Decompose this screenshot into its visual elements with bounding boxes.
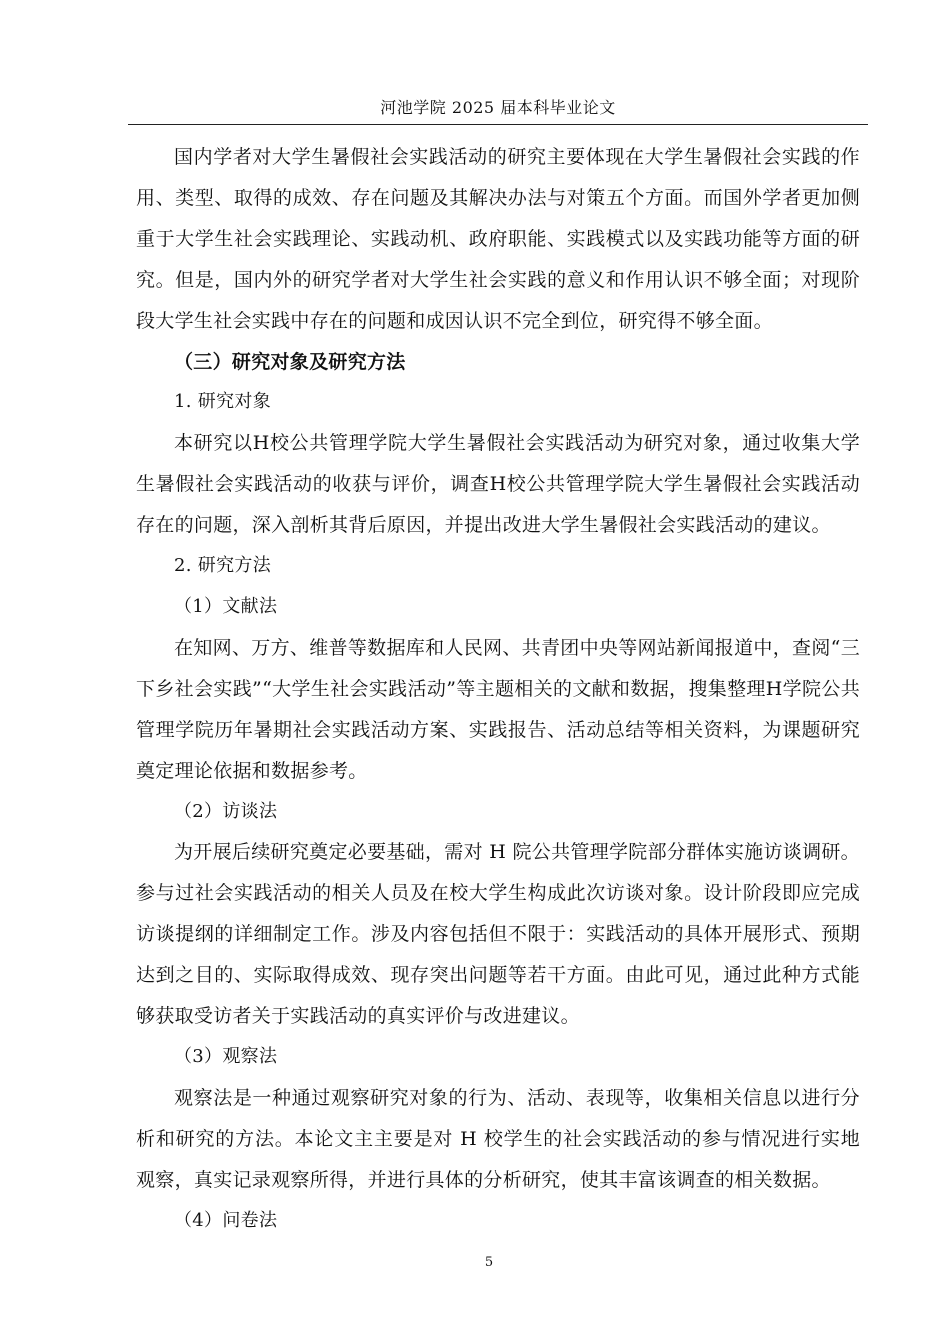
paragraph-literature-summary: 国内学者对大学生暑假社会实践活动的研究主要体现在大学生暑假社会实践的作用、类型、取得的成效、存在问题及其解决办法与对策五个方面。而国外学者更加侧重于大学生社会实践理论、实践动机、政府职能、实践模式以及实践功能等方面的研究。但是，国内外的研究学者对大学生社会实践的意义和作用认识不够全面；对现阶段大学生社会实践中存在的问题和成因认识不完全到位，研究得不够全面。: [136, 146, 860, 332]
page-header-title: 河池学院 2025 届本科毕业论文: [380, 98, 616, 117]
section-heading-research-object-method: （三）研究对象及研究方法: [174, 350, 406, 373]
subheading-research-object: 1. 研究对象: [174, 391, 271, 413]
header-divider: [128, 124, 868, 125]
subheading-observation-method: （3）观察法: [174, 1045, 278, 1067]
subheading-research-method: 2. 研究方法: [174, 555, 271, 577]
paragraph-research-object: 本研究以H校公共管理学院大学生暑假社会实践活动为研究对象，通过收集大学生暑假社会实践活动的收获与评价，调查H校公共管理学院大学生暑假社会实践活动存在的问题，深入剖析其背后原因，并提出改进大学生暑假社会实践活动的建议。: [136, 432, 860, 537]
subheading-interview-method: （2）访谈法: [174, 800, 278, 822]
page-number: 5: [484, 1255, 494, 1270]
paragraph-observation-method: 观察法是一种通过观察研究对象的行为、活动、表现等，收集相关信息以进行分析和研究的方法。本论文主主要是对 H 校学生的社会实践活动的参与情况进行实地观察，真实记录观察所得，并进行具体的分析研究，使其丰富该调查的相关数据。: [136, 1086, 860, 1191]
subheading-literature-method: （1）文献法: [174, 595, 278, 617]
document-body: [136, 137, 860, 1241]
subheading-questionnaire-method: （4）问卷法: [174, 1209, 278, 1231]
paragraph-literature-method: 在知网、万方、维普等数据库和人民网、共青团中央等网站新闻报道中，查阅“三下乡社会实践”“大学生社会实践活动”等主题相关的文献和数据，搜集整理H学院公共管理学院历年暑期社会实践活动方案、实践报告、活动总结等相关资料，为课题研究奠定理论依据和数据参考。: [136, 636, 860, 782]
paragraph-interview-method: 为开展后续研究奠定必要基础，需对 H 院公共管理学院部分群体实施访谈调研。参与过社会实践活动的相关人员及在校大学生构成此次访谈对象。设计阶段即应完成访谈提纲的详细制定工作。涉及内容包括但不限于：实践活动的具体开展形式、预期达到之目的、实际取得成效、现存突出问题等若干方面。由此可见，通过此种方式能够获取受访者关于实践活动的真实评价与改进建议。: [136, 841, 860, 1028]
